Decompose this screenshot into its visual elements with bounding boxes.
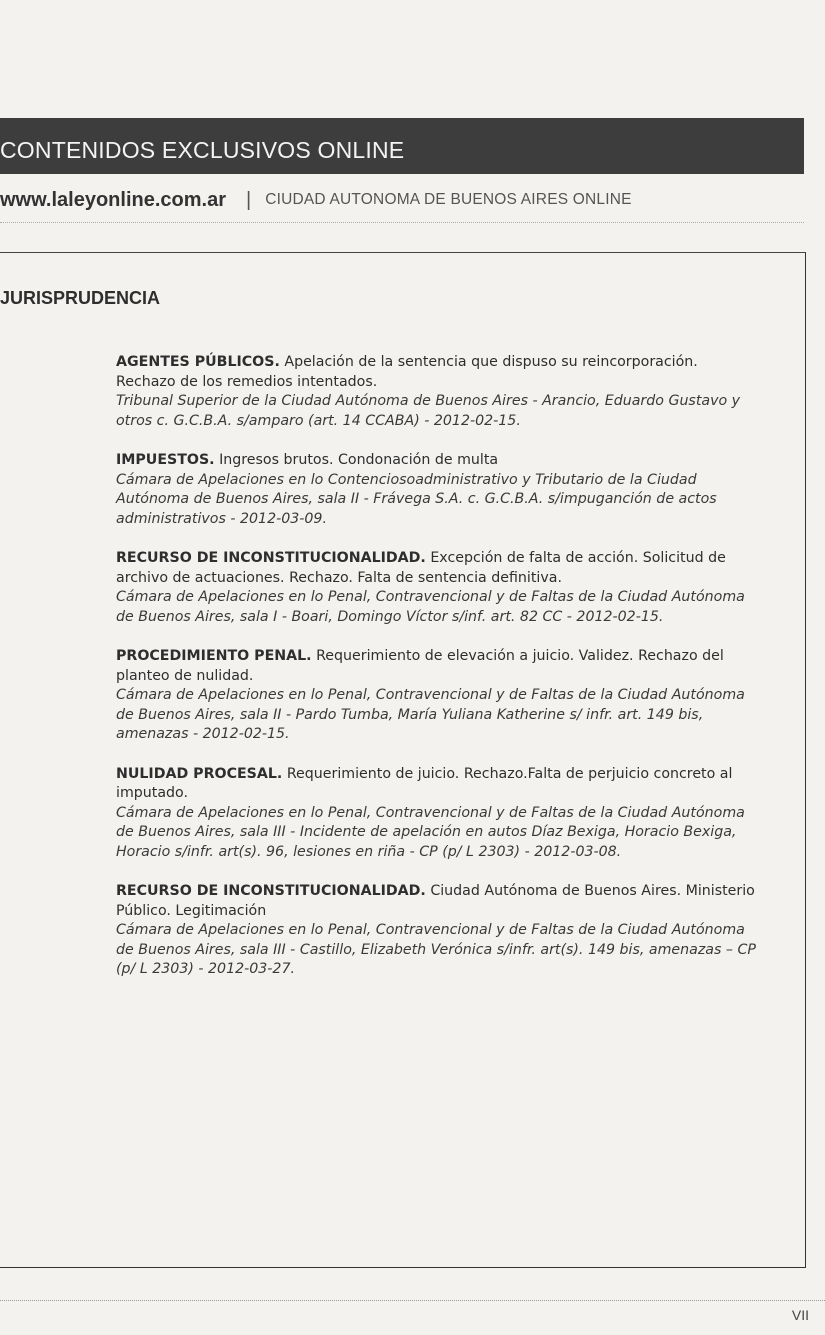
dotted-divider [0,222,804,223]
entry-keyword: RECURSO DE INCONSTITUCIONALIDAD. [116,550,426,566]
list-item [116,451,756,529]
footer-divider [0,1300,825,1301]
entry-source: Cámara de Apelaciones en lo Penal, Contravencional y de Faltas de la Ciudad Autónoma de Buenos Aires, sala II - Pardo Tumba, María Yuliana Katherine s/ infr. art. 149 bis, amenazas - 2012-02-15. [116,687,745,742]
entry-source: Tribunal Superior de la Ciudad Autónoma de Buenos Aires - Arancio, Eduardo Gustavo y otros c. G.C.B.A. s/amparo (art. 14 CCABA) - 2012-02-15. [116,393,741,429]
entry-keyword: RECURSO DE INCONSTITUCIONALIDAD. [116,883,426,899]
entry-summary: Ciudad Autónoma de Buenos Aires. Ministerio Público. Legitimación [116,883,755,919]
entry-source: Cámara de Apelaciones en lo Penal, Contravencional y de Faltas de la Ciudad Autónoma de Buenos Aires, sala III - Castillo, Elizabeth Verónica s/infr. art(s). 149 bis, amenazas – CP (p/ L 2303) - 2012-03-27. [116,922,756,977]
section-title: JURISPRUDENCIA [0,288,161,308]
entry-source: Cámara de Apelaciones en lo Contenciosoadministrativo y Tributario de la Ciudad Autónoma de Buenos Aires, sala II - Frávega S.A. c. G.C.B.A. s/impuganción de actos administrativos - 2012-03-09. [116,471,717,527]
entry-keyword: PROCEDIMIENTO PENAL. [116,648,312,664]
entry-keyword: AGENTES PÚBLICOS. [116,354,280,370]
list-item [116,882,756,980]
entry-summary: Requerimiento de juicio. Rechazo.Falta de perjuicio concreto al imputado. [116,765,733,801]
list-item [116,549,756,627]
list-item [116,647,756,745]
separator: | [246,188,252,211]
list-item [116,765,756,863]
edition-label: CIUDAD AUTONOMA DE BUENOS AIRES ONLINE [265,191,632,208]
entry-summary: Excepción de falta de acción. Solicitud de archivo de actuaciones. Rechazo. Falta de sentencia definitiva. [116,550,726,586]
website-line [0,185,804,215]
entry-summary: Ingresos brutos. Condonación de multa [214,452,499,468]
banner-title: CONTENIDOS EXCLUSIVOS ONLINE [0,136,405,163]
website-link[interactable]: www.laleyonline.com.ar [0,188,226,211]
entry-keyword: NULIDAD PROCESAL. [116,765,283,782]
section-banner [0,118,804,174]
entry-summary: Apelación de la sentencia que dispuso su reincorporación. Rechazo de los remedios intentados. [116,354,698,390]
entry-keyword: IMPUESTOS. [116,452,215,468]
entry-source: Cámara de Apelaciones en lo Penal, Contravencional y de Faltas de la Ciudad Autónoma de Buenos Aires, sala III - Incidente de apelación en autos Díaz Bexiga, Horacio Bexiga, Horacio s/infr. art(s). 96, lesiones en riña - CP (p/ L 2303) - 2012-03-08. [116,804,745,860]
page-number: VII [791,1307,809,1323]
entry-summary: Requerimiento de elevación a juicio. Validez. Rechazo del planteo de nulidad. [116,648,724,684]
list-item [116,353,756,431]
entry-source: Cámara de Apelaciones en lo Penal, Contravencional y de Faltas de la Ciudad Autónoma de Buenos Aires, sala I - Boari, Domingo Víctor s/inf. art. 82 CC - 2012-02-15. [116,589,745,625]
jurisprudence-list [116,353,756,1000]
